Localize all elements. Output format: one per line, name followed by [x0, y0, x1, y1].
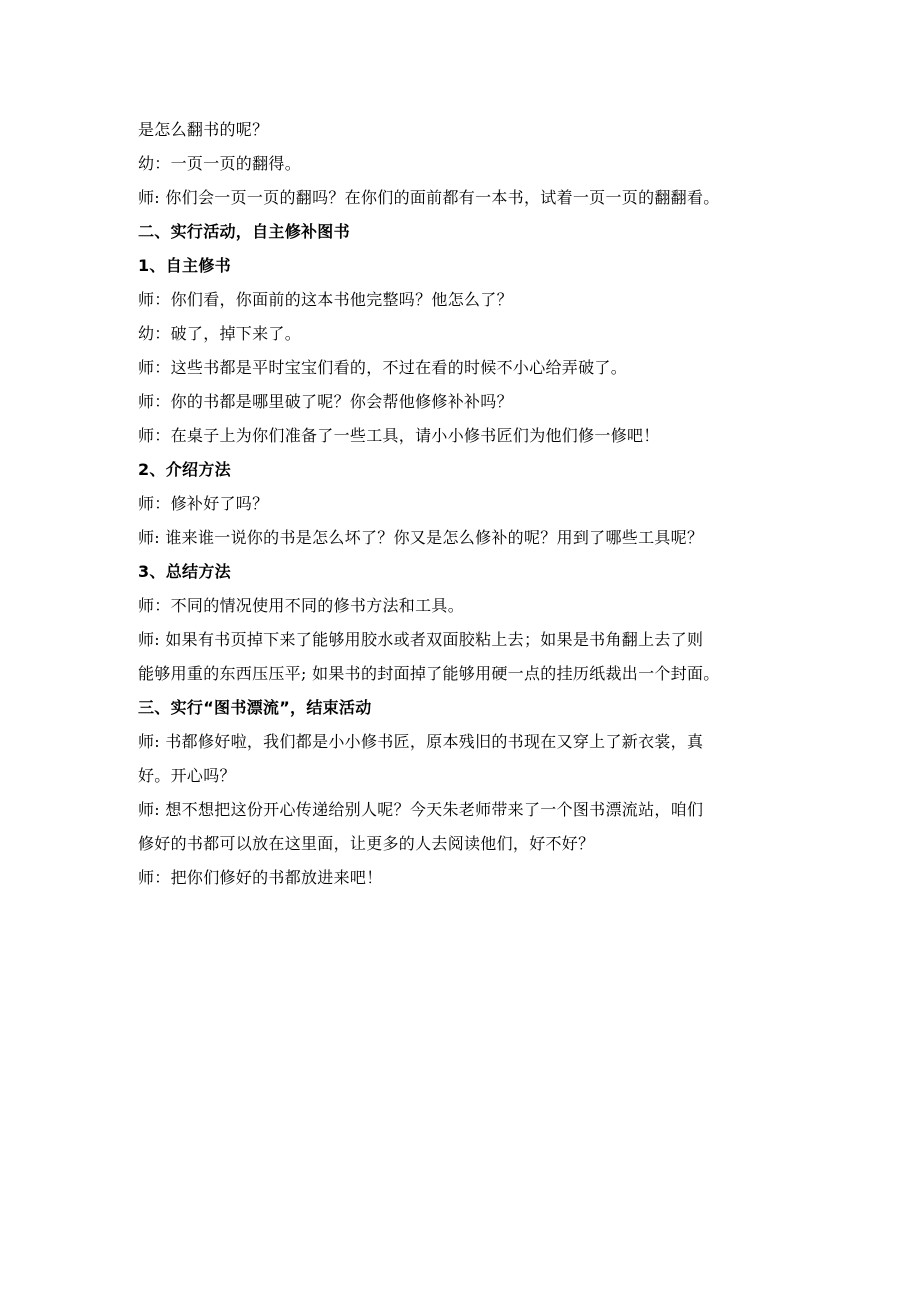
paragraph-line: 师：这些书都是平时宝宝们看的，不过在看的时候不小心给弄破了。 [138, 358, 628, 377]
paragraph-line: 师：修补好了吗？ [138, 494, 269, 513]
paragraph-line: 师: 你们会一页一页的翻吗？在你们的面前都有一本书，试着一页一页的翻翻看。 [138, 188, 720, 207]
paragraph-line: 师：你们看，你面前的这本书他完整吗？他怎么了？ [138, 290, 513, 309]
paragraph-line: 幼：破了，掉下来了。 [138, 324, 302, 343]
paragraph-line: 师：在桌子上为你们准备了一些工具，请小小修书匠们为他们修一修吧！ [138, 426, 660, 445]
paragraph-line: 师：你的书都是哪里破了呢？你会帮他修修补补吗？ [138, 392, 513, 411]
paragraph-line: 好。开心吗？ [138, 766, 236, 785]
paragraph-line: 师: 书都修好啦，我们都是小小修书匠，原本残旧的书现在又穿上了新衣裳，真 [138, 732, 704, 751]
paragraph-line: 师: 想不想把这份开心传递给别人呢？今天朱老师带来了一个图书漂流站，咱们 [138, 800, 704, 819]
paragraph-line: 师：把你们修好的书都放进来吧！ [138, 868, 383, 887]
paragraph-line: 能够用重的东西压压平; 如果书的封面掉了能够用硬一点的挂历纸裁出一个封面。 [138, 664, 720, 683]
paragraph-line: 幼：一页一页的翻得。 [138, 154, 302, 173]
paragraph-line: 修好的书都可以放在这里面，让更多的人去阅读他们，好不好？ [138, 834, 595, 853]
section-heading: 三、实行“图书漂流”，结束活动 [138, 698, 372, 717]
paragraph-line: 师：不同的情况使用不同的修书方法和工具。 [138, 596, 465, 615]
paragraph-line: 师: 谁来谁一说你的书是怎么坏了？你又是怎么修补的呢？用到了哪些工具呢？ [138, 528, 704, 547]
paragraph-line: 是怎么翻书的呢？ [138, 120, 269, 139]
section-heading: 二、实行活动，自主修补图书 [138, 222, 350, 241]
paragraph-line: 师: 如果有书页掉下来了能够用胶水或者双面胶粘上去；如果是书角翻上去了则 [138, 630, 704, 649]
document-body [138, 113, 788, 895]
subsection-heading: 2、介绍方法 [138, 460, 231, 479]
subsection-heading: 1、自主修书 [138, 256, 231, 275]
subsection-heading: 3、总结方法 [138, 562, 231, 581]
